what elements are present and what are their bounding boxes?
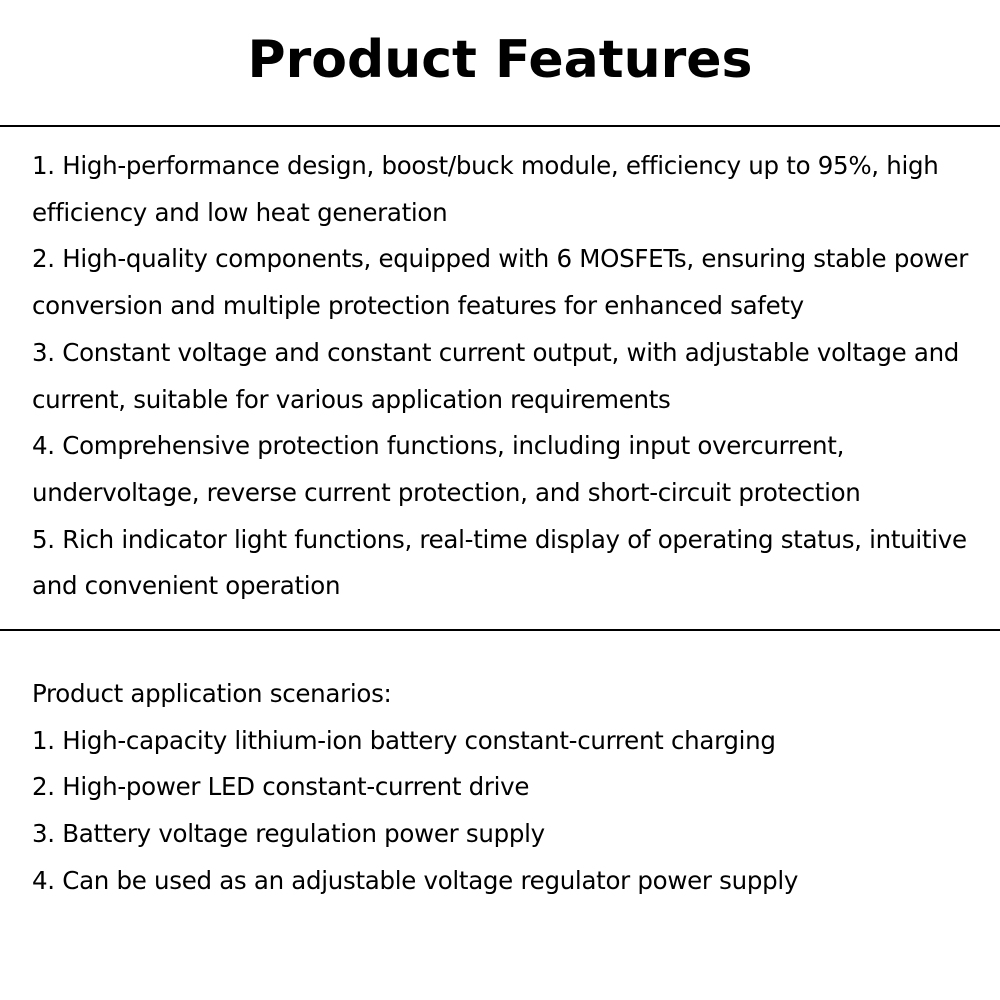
application-scenarios-list — [32, 718, 977, 905]
features-list — [32, 143, 977, 610]
feature-item: 3. Constant voltage and constant current output, with adjustable voltage and current, suitable for various application requirements — [32, 337, 960, 414]
application-item: 3. Battery voltage regulation power supply — [32, 819, 545, 849]
page-title: Product Features — [247, 30, 753, 90]
application-scenarios-heading: Product application scenarios: — [32, 679, 392, 708]
application-item: 4. Can be used as an adjustable voltage regulator power supply — [32, 865, 799, 895]
middle-divider — [0, 629, 1000, 631]
top-divider — [0, 125, 1000, 127]
feature-item: 1. High-performance design, boost/buck module, efficiency up to 95%, high efficiency and low heat generation — [32, 151, 939, 227]
application-scenarios-section — [32, 671, 977, 905]
feature-item: 5. Rich indicator light functions, real-time display of operating status, intuitive and convenient operation — [32, 524, 967, 601]
feature-item: 4. Comprehensive protection functions, including input overcurrent, undervoltage, reverse current protection, and short-circuit protection — [32, 431, 861, 507]
feature-item: 2. High-quality components, equipped with 6 MOSFETs, ensuring stable power conversion and multiple protection features for enhanced safety — [32, 244, 969, 321]
application-item: 1. High-capacity lithium-ion battery constant-current charging — [32, 725, 776, 755]
application-item: 2. High-power LED constant-current drive — [32, 772, 530, 802]
